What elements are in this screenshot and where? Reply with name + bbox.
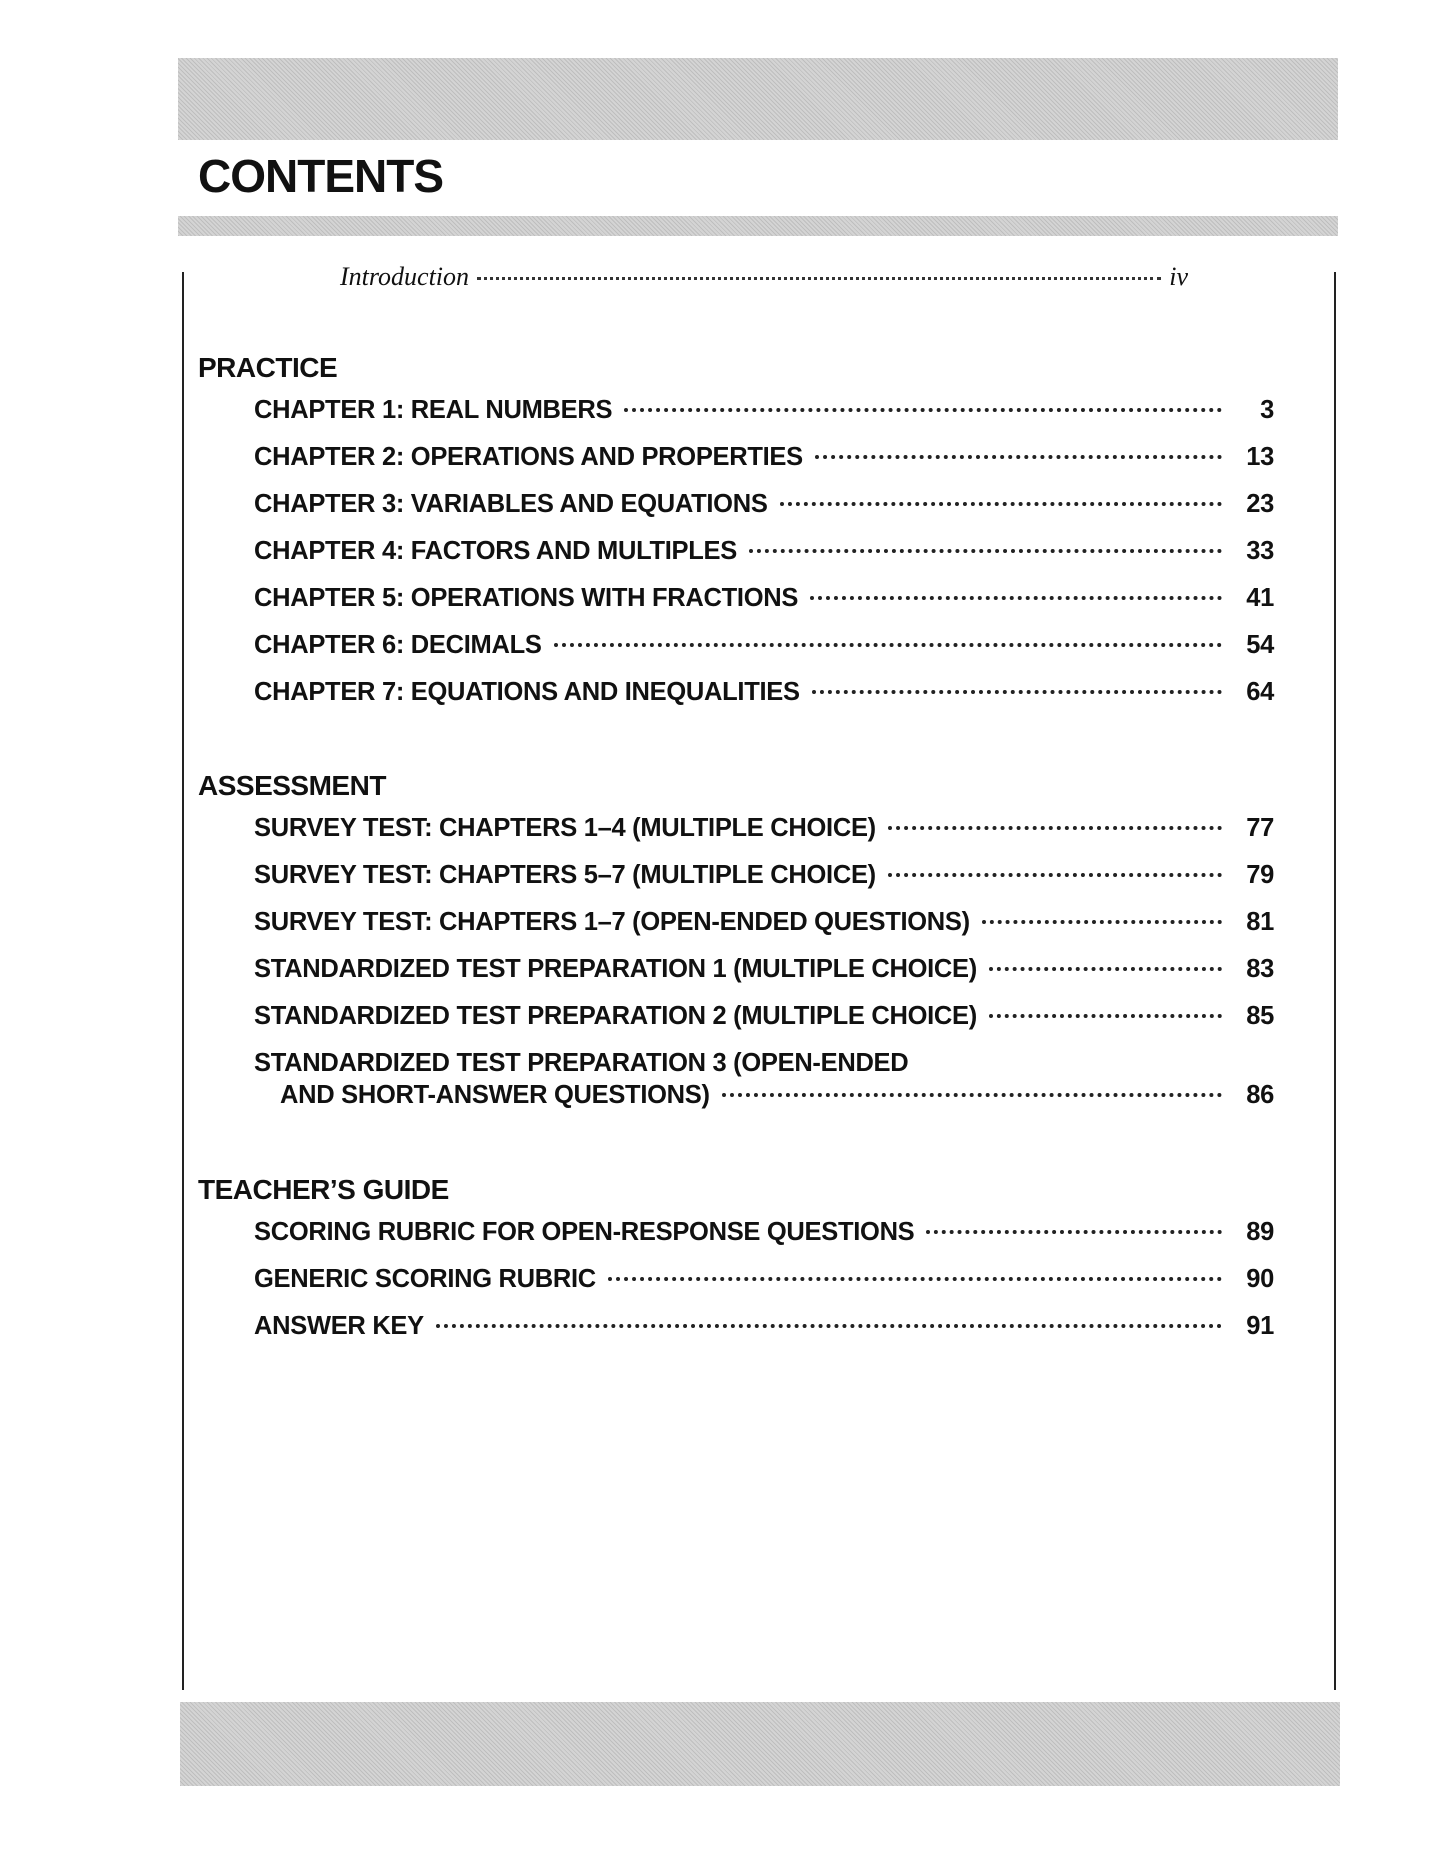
toc-entry-label: SURVEY TEST: CHAPTERS 1–4 (MULTIPLE CHOICE)	[254, 814, 876, 842]
toc-page-number: 83	[1246, 955, 1274, 983]
practice-list	[254, 396, 1274, 725]
toc-page-number: 54	[1246, 631, 1274, 659]
toc-entry-standardized-test-1[interactable]	[254, 955, 1274, 1002]
toc-entry-chapter-4[interactable]	[254, 537, 1274, 584]
dot-leader	[780, 502, 1222, 506]
toc-entry-label: SCORING RUBRIC FOR OPEN-RESPONSE QUESTIONS	[254, 1218, 915, 1246]
assessment-list	[254, 814, 1274, 1130]
toc-entry-chapter-2[interactable]	[254, 443, 1274, 490]
toc-entry-label: SURVEY TEST: CHAPTERS 5–7 (MULTIPLE CHOICE)	[254, 861, 876, 889]
toc-page-number: 79	[1246, 861, 1274, 889]
toc-entry-chapter-3[interactable]	[254, 490, 1274, 537]
dot-leader	[888, 826, 1222, 830]
toc-entry-label: CHAPTER 4: FACTORS AND MULTIPLES	[254, 537, 737, 565]
teachers-guide-list	[254, 1218, 1274, 1359]
toc-entry-label: STANDARDIZED TEST PREPARATION 3 (OPEN-ENDED	[254, 1049, 909, 1077]
toc-entry-label: STANDARDIZED TEST PREPARATION 2 (MULTIPLE CHOICE)	[254, 1002, 977, 1030]
toc-entry-label: CHAPTER 6: DECIMALS	[254, 631, 542, 659]
dot-leader	[926, 1230, 1222, 1234]
dot-leader	[815, 455, 1222, 459]
toc-entry-survey-test-1-4[interactable]	[254, 814, 1274, 861]
dot-leader	[749, 549, 1222, 553]
toc-entry-chapter-6[interactable]	[254, 631, 1274, 678]
toc-page-number: 91	[1246, 1312, 1274, 1340]
toc-page-number: 89	[1246, 1218, 1274, 1246]
dot-leader	[722, 1093, 1222, 1097]
toc-entry-label: STANDARDIZED TEST PREPARATION 1 (MULTIPLE CHOICE)	[254, 955, 977, 983]
section-heading-assessment: ASSESSMENT	[198, 770, 386, 801]
toc-entry-standardized-test-3-continued[interactable]	[254, 1081, 1274, 1130]
dot-leader	[989, 1014, 1222, 1018]
toc-page-number: 90	[1246, 1265, 1274, 1293]
toc-entry-chapter-1[interactable]	[254, 396, 1274, 443]
toc-page-number: 33	[1246, 537, 1274, 565]
header-divider-band	[178, 216, 1338, 236]
dot-leader	[436, 1324, 1222, 1328]
header-screen-band	[178, 58, 1338, 140]
toc-entry-answer-key[interactable]	[254, 1312, 1274, 1359]
toc-entry-standardized-test-3[interactable]	[254, 1049, 1274, 1081]
toc-entry-label: CHAPTER 5: OPERATIONS WITH FRACTIONS	[254, 584, 799, 612]
dot-leader	[624, 408, 1222, 412]
toc-page-number: 3	[1260, 396, 1274, 424]
toc-page-number: 85	[1246, 1002, 1274, 1030]
toc-entry-label: ANSWER KEY	[254, 1312, 424, 1340]
dot-leader	[608, 1277, 1222, 1281]
toc-entry-label: Introduction	[340, 262, 470, 291]
page-title: CONTENTS	[198, 150, 443, 202]
toc-entry-introduction[interactable]	[340, 262, 1188, 292]
dot-leader	[554, 643, 1222, 647]
toc-page-number: 77	[1246, 814, 1274, 842]
toc-entry-standardized-test-2[interactable]	[254, 1002, 1274, 1049]
toc-entry-survey-test-5-7[interactable]	[254, 861, 1274, 908]
toc-entry-label: CHAPTER 1: REAL NUMBERS	[254, 396, 613, 424]
toc-entry-label: CHAPTER 7: EQUATIONS AND INEQUALITIES	[254, 678, 800, 706]
toc-entry-label: GENERIC SCORING RUBRIC	[254, 1265, 596, 1293]
toc-entry-scoring-rubric-open-response[interactable]	[254, 1218, 1274, 1265]
toc-page-number: 13	[1246, 443, 1274, 471]
toc-entry-chapter-7[interactable]	[254, 678, 1274, 725]
dot-leader	[812, 690, 1222, 694]
section-heading-teachers-guide: TEACHER’S GUIDE	[198, 1174, 449, 1205]
dot-leader	[989, 967, 1222, 971]
toc-entry-label: CHAPTER 2: OPERATIONS AND PROPERTIES	[254, 443, 803, 471]
toc-page-number: iv	[1169, 262, 1188, 291]
toc-entry-chapter-5[interactable]	[254, 584, 1274, 631]
left-margin-rule	[182, 272, 184, 1690]
toc-page-number: 81	[1246, 908, 1274, 936]
toc-entry-label-continuation: AND SHORT-ANSWER QUESTIONS)	[280, 1081, 710, 1109]
section-heading-practice: PRACTICE	[198, 352, 338, 383]
toc-entry-label: CHAPTER 3: VARIABLES AND EQUATIONS	[254, 490, 768, 518]
toc-entry-generic-scoring-rubric[interactable]	[254, 1265, 1274, 1312]
toc-entry-survey-test-1-7[interactable]	[254, 908, 1274, 955]
toc-entry-label: SURVEY TEST: CHAPTERS 1–7 (OPEN-ENDED QUESTIONS)	[254, 908, 970, 936]
dot-leader	[477, 277, 1161, 280]
right-margin-rule	[1334, 272, 1336, 1690]
toc-page-number: 86	[1246, 1081, 1274, 1109]
toc-page-number: 23	[1246, 490, 1274, 518]
dot-leader	[982, 920, 1222, 924]
toc-page-number: 41	[1246, 584, 1274, 612]
dot-leader	[888, 873, 1222, 877]
toc-page-number: 64	[1246, 678, 1274, 706]
footer-screen-band	[180, 1702, 1340, 1786]
dot-leader	[810, 596, 1222, 600]
